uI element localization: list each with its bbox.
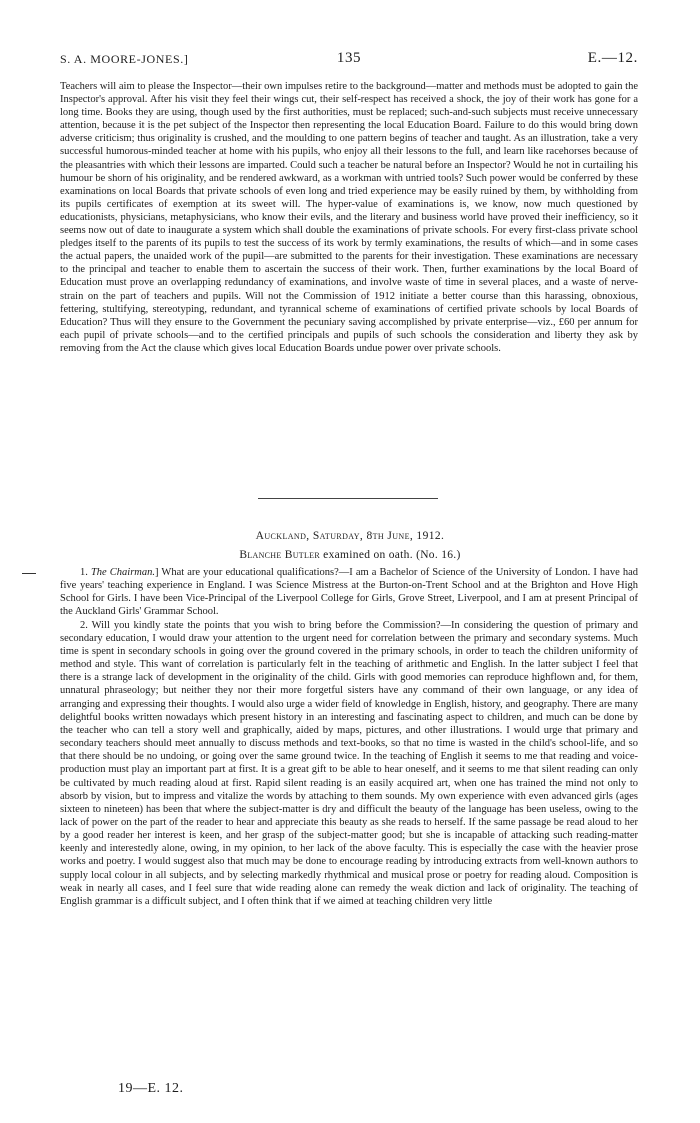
header-page-number: 135: [336, 50, 362, 66]
testimony-text: ] What are your educational qualifications?—I am a Bachelor of Science of the University of London. I have had five years' teaching experience in England. I was Science Mistress at the Burton-on-Trent School and at the Brighton and Hove High School for Girls. I have been Vice-Principal of the Liverpool College for Girls, Grove Street, Liverpool, and I am at present Principal of the Auckland Girls' Grammar School.: [60, 567, 638, 618]
margin-mark: [22, 573, 36, 574]
question-number: 2.: [80, 619, 88, 631]
header-document-code: E.—12.: [587, 50, 638, 66]
section-divider: [258, 498, 438, 499]
witness-name: Blanche Butler: [239, 549, 320, 561]
witness-suffix: examined on oath. (No. 16.): [320, 549, 461, 561]
testimony-paragraph: [60, 566, 638, 619]
testimony-paragraph: [60, 619, 638, 908]
question-number: 1.: [80, 567, 88, 578]
header-witness-name: S. A. MOORE-JONES.]: [60, 52, 189, 66]
testimony: [60, 566, 638, 908]
testimony-text: Will you kindly state the points that you wish to bring before the Commission?—In considering the question of primary and secondary education, I would draw your attention to the urgent need for correlation between the primary and secondary systems. Much time is spent in secondary schools in going over the ground covered in the primary schools, in order to teach the children uniformity of method and style. This want of correlation is particularly felt in the teaching of arithmetic and English. In the latter subject I feel that there is a strange lack of development in the originality of the child. Girls with good memories can reproduce highflown and, for them, unnatural phraseology; but neither they nor their more forgetful sisters have any command of their own language, or any idea of arranging and expressing their thoughts. I would also urge a wider field of knowledge in English, history, and geography. There are many delightful books written nowadays which present history in an interesting and fascinating aspect to children, and much can be done by the teacher who can tell a story well and graphically, aided by maps, pictures, and other illustrations. I would urge that primary and secondary teachers should meet annually to discuss methods and text-books, so that no time is wasted in the child's school-life, and so that there should be no undoing, or going over the same ground twice. In the teaching of English it seems to me that reading and voice-production must play an important part at first. It is a great gift to be able to hear oneself, and it seems to me that silent reading can only be cultivated by much reading aloud at first. Rapid silent reading is an easily acquired art, when one has trained the mind not only to absorb by vision, but to impress and vitalize the words by attaching to them sounds. My own experience with even advanced girls (ages sixteen to nineteen) has been that where the subject-matter is dry and difficult the beauty of the language has been useless, owing to the lack of power on the part of the reader to hear and appreciate this beauty as she reads to herself. If the same passage be read aloud to her by a good reader her interest is keen, and her grasp of the subject-matter good; but she is incapable of attacking such reading-matter keenly and interestedly alone, owing, in my opinion, to her lack of the above faculty. This is especially the case with the heavier prose works and poetry. I would suggest also that much may be done to encourage reading by introducing extracts from well-known authors to supply local colour in all subjects, and by selecting markedly rhythmical and musical prose or poetry for reading aloud. Composition is weak in nearly all cases, and I feel sure that wide reading alone can remedy the weak diction and lack of originality. The teaching of English grammar is a difficult subject, and I often think that if we aimed at teaching children very little: [60, 619, 638, 907]
session-place-date: Auckland, Saturday, 8th June, 1912.: [255, 530, 445, 542]
page-footer-signature: 19—E. 12.: [118, 1081, 184, 1096]
intro-paragraph: Teachers will aim to please the Inspector—their own impulses retire to the background—matter and methods must be adopted to gain the Inspector's approval. After his visit they feel their wings cut, their self-respect has received a shock, the joy of their work has gone for a long time. Books they are using, though used by the first authorities, must be replaced; such-and-such subjects must receive unnecessary attention, because it is the pet subject of the Inspector then representing the local Education Board. Failure to do this would bring down adverse criticism; thus originality is crushed, and the moulding to one pattern begins of teacher and taught. As an illustration, take a very successful humorous-minded teacher at home with his pupils, who enjoy all their lessons to the full, and learn like racehorses because of the pleasantries with which their lessons are imparted. Could such a teacher be natural before an Inspector? Would he not in curtailing his humour be shorn of his originality, and be rendered awkward, as a workman with untried tools? Such power would be conferred by these examinations on local Boards that private schools of even long and tried experience may be easily ruined by them, by withholding from its pupils certificates of exemption at its sweet will. The hyper-value of examinations is, we know, now much questioned by educationists, physicians, metaphysicians, who know their evils, and the literary and business world have proved their inefficiency, so it seems now out of date to inaugurate a system which shall double the examinations of private schools. For every first-class private school pledges itself to the parents of its pupils to test the success of its work by termly examinations, the results of which—and in some cases the actual papers, the unaided work of the pupil—are submitted to the parents for their investigation. These examinations are necessary to the principal and teacher to enable them to ascertain the success of their work. Then, further examinations by the local Board of Education must prove an overlapping redundancy of examinations, and involve waste of time in several places, and a waste of nerve-strain on the part of teachers and pupils. Will not the Commission of 1912 initiate a better course than this harassing, obnoxious, fettering, stultifying, stereotyping, redundant, and tyrannical scheme of examinations of certified private schools by local Boards of Education? Thus will they ensure to the Government the pecuniary saving accomplished by private enterprise—viz., £60 per annum for each pupil of private schools—and to the certified principals and pupils of such schools the consideration and liberty they ask by removing from the Act the clause which gives local Education Boards undue power over private schools.: [60, 81, 638, 354]
speaker-name: The Chairman.: [90, 567, 156, 578]
witness-line: [0, 549, 700, 561]
